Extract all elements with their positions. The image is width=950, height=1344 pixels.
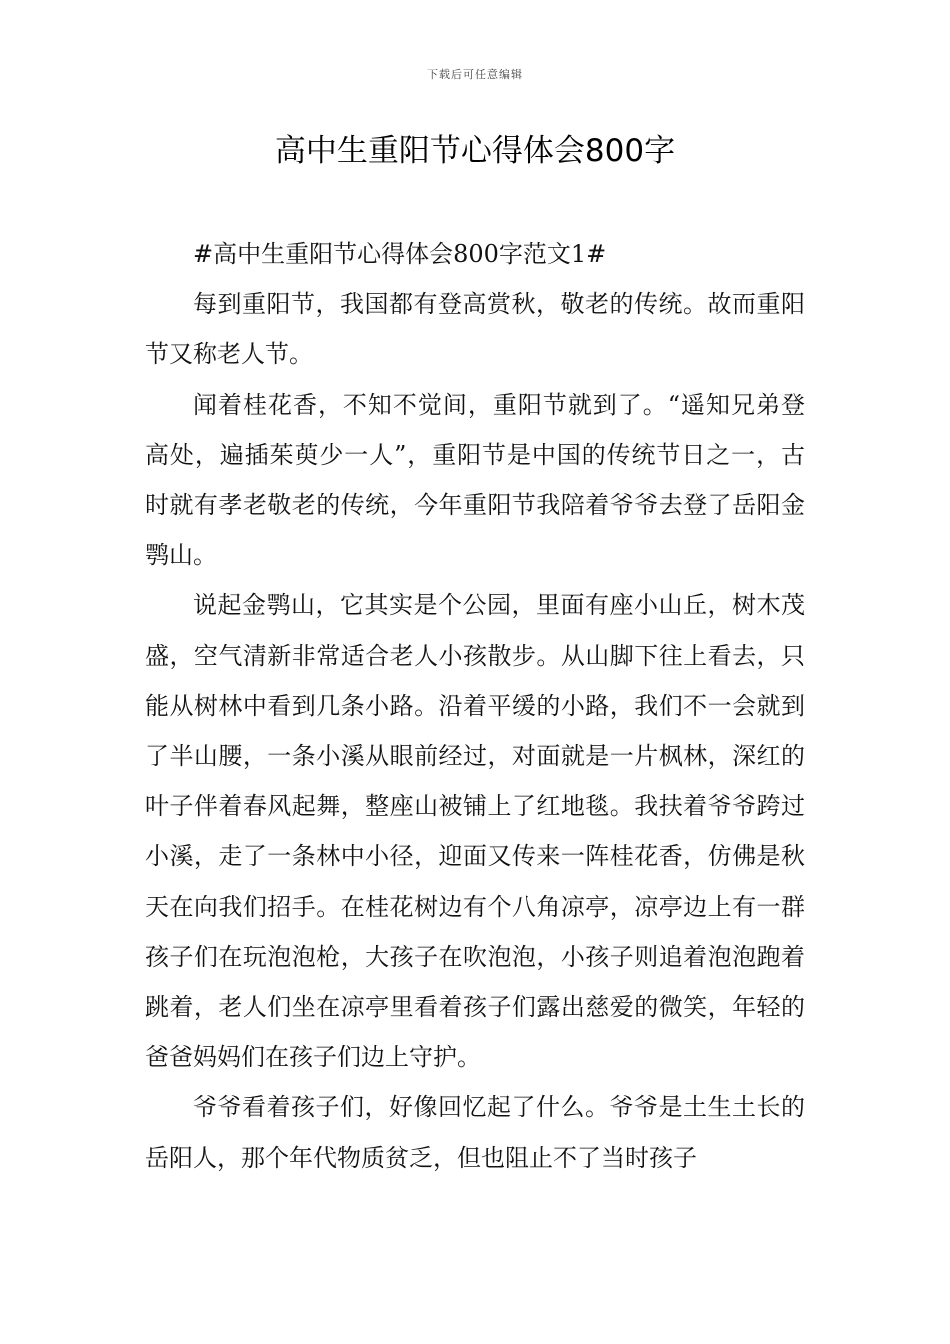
paragraph: 爷爷看着孩子们，好像回忆起了什么。爷爷是土生土长的岳阳人，那个年代物质贫乏，但也阻止不了当时孩子	[145, 1093, 805, 1172]
document-body	[145, 229, 805, 1183]
section-heading: #高中生重阳节心得体会800字范文1#	[193, 240, 607, 268]
paragraph: 每到重阳节，我国都有登高赏秋，敬老的传统。故而重阳节又称老人节。	[145, 290, 805, 369]
header-note: 下载后可任意编辑	[427, 68, 523, 81]
paragraph: 说起金鹗山，它其实是个公园，里面有座小山丘，树木茂盛，空气清新非常适合老人小孩散步。从山脚下往上看去，只能从树林中看到几条小路。沿着平缓的小路，我们不一会就到了半山腰，一条小溪从眼前经过，对面就是一片枫林，深红的叶子伴着春风起舞，整座山被铺上了红地毯。我扶着爷爷跨过小溪，走了一条林中小径，迎面又传来一阵桂花香，仿佛是秋天在向我们招手。在桂花树边有个八角凉亭，凉亭边上有一群孩子们在玩泡泡枪，大孩子在吹泡泡，小孩子则追着泡泡跑着跳着，老人们坐在凉亭里看着孩子们露出慈爱的微笑，年轻的爸爸妈妈们在孩子们边上守护。	[145, 591, 805, 1072]
paragraph: 闻着桂花香，不知不觉间，重阳节就到了。“遥知兄弟登高处，遍插茱萸少一人”，重阳节是中国的传统节日之一，古时就有孝老敬老的传统，今年重阳节我陪着爷爷去登了岳阳金鹗山。	[145, 390, 805, 570]
document-title: 高中生重阳节心得体会800字	[274, 133, 676, 169]
